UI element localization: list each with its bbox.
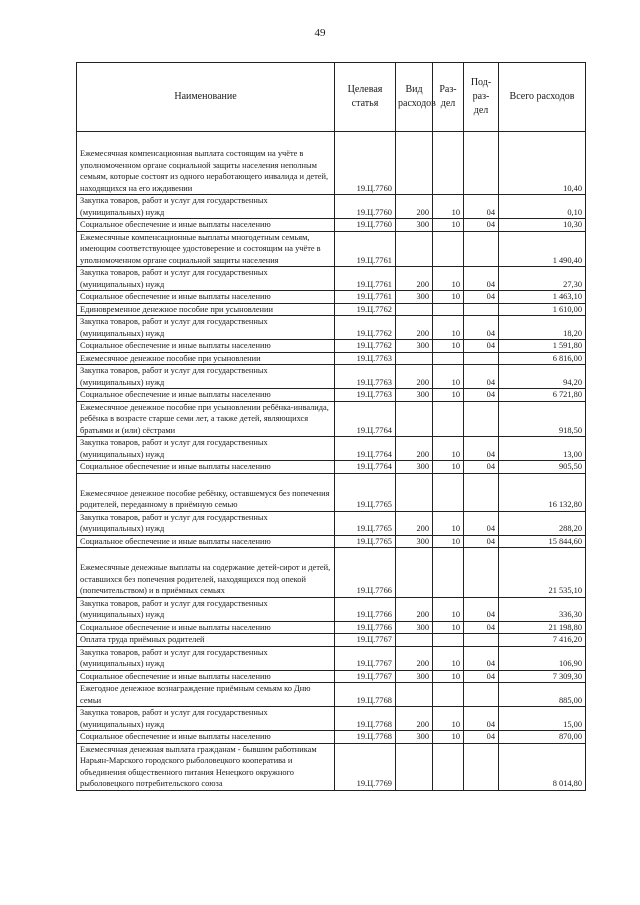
row-code: 19.Ц.7768	[335, 731, 396, 744]
row-subsection: 04	[464, 365, 499, 389]
table-row	[77, 707, 586, 731]
row-name: Ежемесячное денежное пособие ребёнку, оставшемуся без попечения родителей, переданному в приёмную семью	[77, 473, 335, 511]
row-name: Закупка товаров, работ и услуг для государственных (муниципальных) нужд	[77, 707, 335, 731]
table-row	[77, 267, 586, 291]
row-amount: 7 309,30	[499, 670, 586, 683]
row-subsection: 04	[464, 461, 499, 474]
row-type: 200	[396, 597, 433, 621]
row-section: 10	[433, 646, 464, 670]
row-name: Оплата труда приёмных родителей	[77, 634, 335, 647]
row-section: 10	[433, 670, 464, 683]
row-amount: 21 535,10	[499, 548, 586, 598]
row-name: Ежемесячные денежные выплаты на содержание детей-сирот и детей, оставшихся без попечения родителей, находящихся под опекой (попечительством) и в приёмных семьях	[77, 548, 335, 598]
table-body	[77, 132, 586, 791]
row-amount: 6 721,80	[499, 389, 586, 402]
row-name: Ежемесячная денежная выплата гражданам - бывшим работникам Нарьян-Марского городского рыболовецкого кооператива и объединения общественного питания Ненецкого окружного рыболовецкого потребительского союза	[77, 743, 335, 790]
row-code: 19.Ц.7763	[335, 352, 396, 365]
row-amount: 13,00	[499, 437, 586, 461]
row-type: 200	[396, 195, 433, 219]
row-amount: 10,40	[499, 132, 586, 195]
row-type: 300	[396, 389, 433, 402]
row-name: Социальное обеспечение и иные выплаты населению	[77, 389, 335, 402]
row-subsection: 04	[464, 267, 499, 291]
row-name: Социальное обеспечение и иные выплаты населению	[77, 461, 335, 474]
row-type	[396, 401, 433, 437]
row-code: 19.Ц.7765	[335, 535, 396, 548]
row-name: Социальное обеспечение и иные выплаты населению	[77, 340, 335, 353]
table-row	[77, 670, 586, 683]
row-name: Социальное обеспечение и иные выплаты населению	[77, 535, 335, 548]
row-name: Социальное обеспечение и иные выплаты населению	[77, 670, 335, 683]
row-name: Единовременное денежное пособие при усыновлении	[77, 303, 335, 316]
row-type: 200	[396, 511, 433, 535]
table-row	[77, 231, 586, 267]
row-code: 19.Ц.7763	[335, 389, 396, 402]
row-subsection	[464, 473, 499, 511]
row-code: 19.Ц.7766	[335, 548, 396, 598]
row-name: Закупка товаров, работ и услуг для государственных (муниципальных) нужд	[77, 511, 335, 535]
table-row	[77, 219, 586, 232]
row-section	[433, 683, 464, 707]
row-code: 19.Ц.7768	[335, 683, 396, 707]
row-amount: 1 591,80	[499, 340, 586, 353]
row-type: 200	[396, 437, 433, 461]
row-type	[396, 132, 433, 195]
row-section: 10	[433, 365, 464, 389]
row-name: Ежемесячное денежное пособие при усыновлении ребёнка-инвалида, ребёнка в возрасте старше семи лет, а также детей, являющихся братьями и (или) сёстрами	[77, 401, 335, 437]
row-code: 19.Ц.7762	[335, 316, 396, 340]
header-name: Наименование	[77, 63, 335, 132]
row-amount: 15 844,60	[499, 535, 586, 548]
row-subsection	[464, 303, 499, 316]
row-type: 300	[396, 535, 433, 548]
table-row	[77, 535, 586, 548]
row-code: 19.Ц.7765	[335, 511, 396, 535]
row-type	[396, 683, 433, 707]
table-row	[77, 634, 586, 647]
row-subsection: 04	[464, 670, 499, 683]
row-subsection: 04	[464, 621, 499, 634]
row-section	[433, 303, 464, 316]
row-type: 300	[396, 219, 433, 232]
row-type	[396, 548, 433, 598]
row-section: 10	[433, 535, 464, 548]
row-amount: 7 416,20	[499, 634, 586, 647]
row-amount: 18,20	[499, 316, 586, 340]
header-section: Раз-дел	[433, 63, 464, 132]
page-number: 49	[314, 27, 326, 39]
row-section: 10	[433, 621, 464, 634]
row-type: 300	[396, 731, 433, 744]
row-code: 19.Ц.7767	[335, 670, 396, 683]
row-name: Социальное обеспечение и иные выплаты населению	[77, 291, 335, 304]
row-section: 10	[433, 219, 464, 232]
row-name: Закупка товаров, работ и услуг для государственных (муниципальных) нужд	[77, 646, 335, 670]
header-subsection: Под-раз-дел	[464, 63, 499, 132]
row-code: 19.Ц.7764	[335, 461, 396, 474]
row-name: Ежемесячное денежное пособие при усыновлении	[77, 352, 335, 365]
table-row	[77, 389, 586, 402]
row-amount: 10,30	[499, 219, 586, 232]
row-code: 19.Ц.7760	[335, 195, 396, 219]
row-name: Социальное обеспечение и иные выплаты населению	[77, 731, 335, 744]
row-section	[433, 634, 464, 647]
table-row	[77, 401, 586, 437]
row-type	[396, 352, 433, 365]
table-row	[77, 365, 586, 389]
row-code: 19.Ц.7766	[335, 597, 396, 621]
row-type	[396, 743, 433, 790]
row-amount: 27,30	[499, 267, 586, 291]
row-name: Закупка товаров, работ и услуг для государственных (муниципальных) нужд	[77, 365, 335, 389]
row-amount: 21 198,80	[499, 621, 586, 634]
row-type: 300	[396, 621, 433, 634]
table-row	[77, 731, 586, 744]
row-subsection: 04	[464, 291, 499, 304]
row-name: Ежегодное денежное вознаграждение приёмным семьям ко Дню семьи	[77, 683, 335, 707]
row-subsection	[464, 352, 499, 365]
row-type: 200	[396, 316, 433, 340]
row-code: 19.Ц.7763	[335, 365, 396, 389]
row-subsection: 04	[464, 437, 499, 461]
row-section: 10	[433, 340, 464, 353]
row-subsection: 04	[464, 340, 499, 353]
row-subsection: 04	[464, 389, 499, 402]
row-subsection	[464, 634, 499, 647]
row-section: 10	[433, 731, 464, 744]
header-code: Целевая статья	[335, 63, 396, 132]
table-row	[77, 683, 586, 707]
table-row	[77, 316, 586, 340]
row-subsection	[464, 683, 499, 707]
row-amount: 918,50	[499, 401, 586, 437]
table-row	[77, 597, 586, 621]
row-code: 19.Ц.7766	[335, 621, 396, 634]
row-type: 200	[396, 365, 433, 389]
row-amount: 1 610,00	[499, 303, 586, 316]
row-code: 19.Ц.7767	[335, 634, 396, 647]
row-type: 200	[396, 707, 433, 731]
row-amount: 0,10	[499, 195, 586, 219]
row-section: 10	[433, 597, 464, 621]
table-header-row	[77, 63, 586, 132]
row-code: 19.Ц.7765	[335, 473, 396, 511]
row-amount: 288,20	[499, 511, 586, 535]
table-row	[77, 352, 586, 365]
row-type: 300	[396, 461, 433, 474]
row-subsection: 04	[464, 646, 499, 670]
row-type: 300	[396, 291, 433, 304]
row-amount: 1 463,10	[499, 291, 586, 304]
row-amount: 94,20	[499, 365, 586, 389]
row-subsection: 04	[464, 707, 499, 731]
row-code: 19.Ц.7767	[335, 646, 396, 670]
table-row	[77, 291, 586, 304]
row-subsection	[464, 231, 499, 267]
row-section: 10	[433, 707, 464, 731]
row-name: Закупка товаров, работ и услуг для государственных (муниципальных) нужд	[77, 316, 335, 340]
row-amount: 905,50	[499, 461, 586, 474]
row-code: 19.Ц.7760	[335, 132, 396, 195]
row-amount: 15,00	[499, 707, 586, 731]
row-code: 19.Ц.7764	[335, 437, 396, 461]
table-row	[77, 132, 586, 195]
row-type	[396, 231, 433, 267]
row-subsection: 04	[464, 597, 499, 621]
table-row	[77, 646, 586, 670]
row-type: 300	[396, 670, 433, 683]
row-section: 10	[433, 267, 464, 291]
row-name: Закупка товаров, работ и услуг для государственных (муниципальных) нужд	[77, 267, 335, 291]
row-amount: 8 014,80	[499, 743, 586, 790]
row-subsection	[464, 743, 499, 790]
row-amount: 6 816,00	[499, 352, 586, 365]
row-subsection: 04	[464, 731, 499, 744]
table-row	[77, 303, 586, 316]
row-name: Социальное обеспечение и иные выплаты населению	[77, 219, 335, 232]
row-type	[396, 473, 433, 511]
row-code: 19.Ц.7769	[335, 743, 396, 790]
row-section: 10	[433, 437, 464, 461]
row-type	[396, 303, 433, 316]
row-section	[433, 132, 464, 195]
row-section	[433, 231, 464, 267]
table-row	[77, 548, 586, 598]
table-row	[77, 340, 586, 353]
table-row	[77, 195, 586, 219]
row-code: 19.Ц.7762	[335, 340, 396, 353]
table-row	[77, 461, 586, 474]
row-code: 19.Ц.7768	[335, 707, 396, 731]
table-row	[77, 743, 586, 790]
row-amount: 1 490,40	[499, 231, 586, 267]
row-subsection	[464, 548, 499, 598]
row-subsection: 04	[464, 195, 499, 219]
table-row	[77, 621, 586, 634]
row-section	[433, 473, 464, 511]
table-row	[77, 511, 586, 535]
row-code: 19.Ц.7761	[335, 267, 396, 291]
row-type: 200	[396, 646, 433, 670]
row-name: Закупка товаров, работ и услуг для государственных (муниципальных) нужд	[77, 597, 335, 621]
row-amount: 885,00	[499, 683, 586, 707]
row-section	[433, 401, 464, 437]
row-type: 200	[396, 267, 433, 291]
row-amount: 106,90	[499, 646, 586, 670]
expense-table	[76, 62, 586, 791]
row-name: Закупка товаров, работ и услуг для государственных (муниципальных) нужд	[77, 195, 335, 219]
row-code: 19.Ц.7764	[335, 401, 396, 437]
row-name: Социальное обеспечение и иные выплаты населению	[77, 621, 335, 634]
row-section	[433, 743, 464, 790]
row-subsection: 04	[464, 511, 499, 535]
row-amount: 16 132,80	[499, 473, 586, 511]
row-section	[433, 548, 464, 598]
row-section: 10	[433, 316, 464, 340]
row-code: 19.Ц.7761	[335, 291, 396, 304]
row-subsection: 04	[464, 316, 499, 340]
row-subsection: 04	[464, 219, 499, 232]
row-section: 10	[433, 389, 464, 402]
row-name: Закупка товаров, работ и услуг для государственных (муниципальных) нужд	[77, 437, 335, 461]
row-code: 19.Ц.7762	[335, 303, 396, 316]
row-amount: 336,30	[499, 597, 586, 621]
row-section: 10	[433, 195, 464, 219]
table-row	[77, 437, 586, 461]
row-subsection	[464, 401, 499, 437]
header-total: Всего расходов	[499, 63, 586, 132]
row-name: Ежемесячная компенсационная выплата состоящим на учёте в уполномоченном органе социальной защиты населения неполным семьям, которые состоят из одного неработающего инвалида и детей, находящихся на его иждивении	[77, 132, 335, 195]
header-type: Вид расходов	[396, 63, 433, 132]
row-section: 10	[433, 291, 464, 304]
table-row	[77, 473, 586, 511]
row-section: 10	[433, 511, 464, 535]
row-section	[433, 352, 464, 365]
row-amount: 870,00	[499, 731, 586, 744]
row-section: 10	[433, 461, 464, 474]
row-code: 19.Ц.7761	[335, 231, 396, 267]
row-code: 19.Ц.7760	[335, 219, 396, 232]
row-name: Ежемесячные компенсационные выплаты многодетным семьям, имеющим соответствующее удостоверение и состоящим на учёте в уполномоченном органе социальной защиты населения	[77, 231, 335, 267]
row-subsection: 04	[464, 535, 499, 548]
row-type: 300	[396, 340, 433, 353]
row-type	[396, 634, 433, 647]
row-subsection	[464, 132, 499, 195]
